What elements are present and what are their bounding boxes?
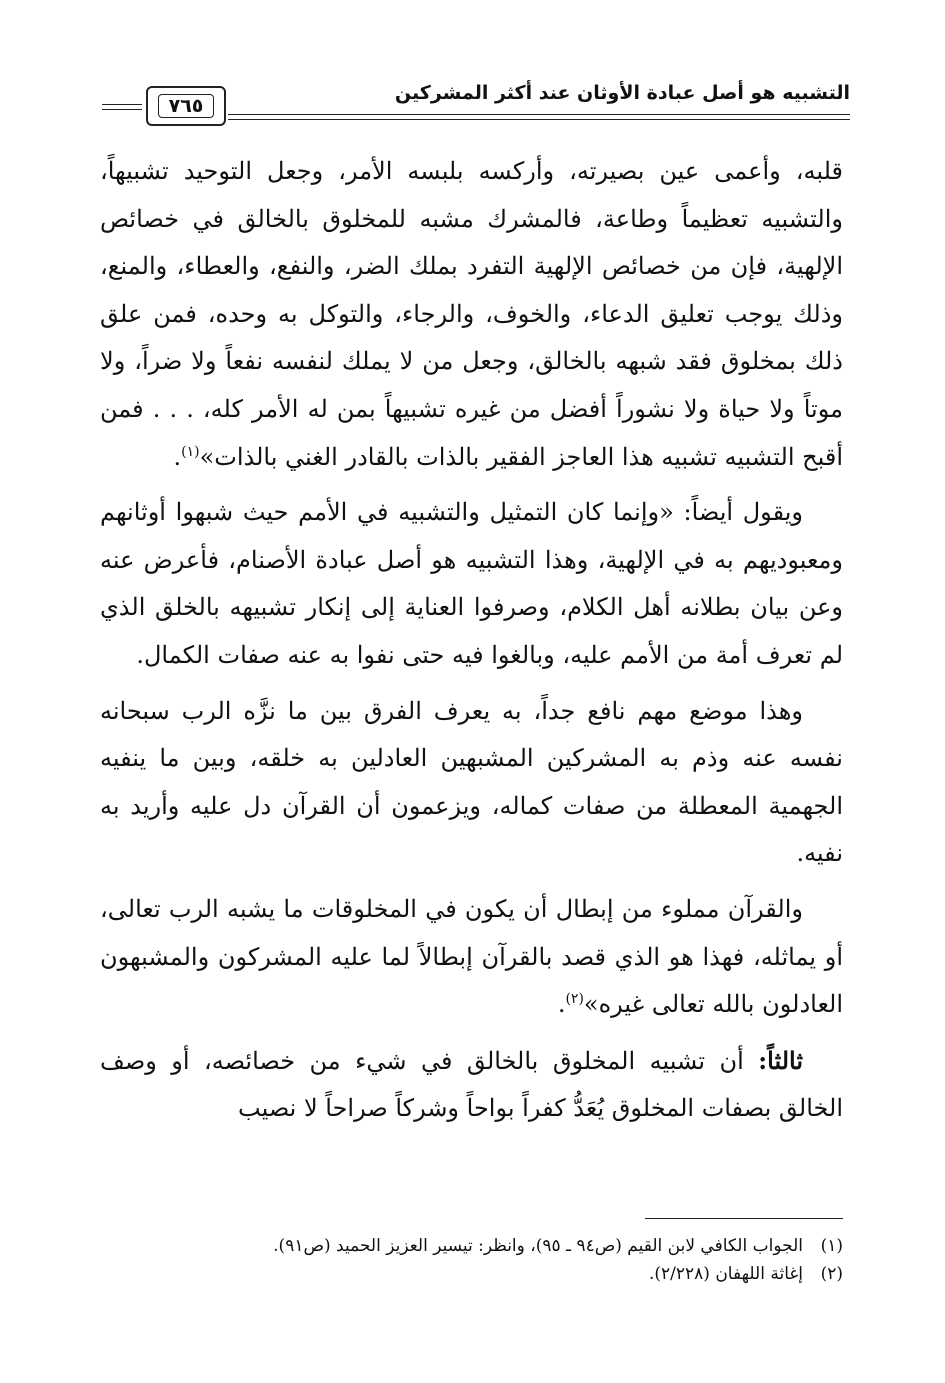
body-text — [100, 148, 843, 1141]
footnote — [100, 1232, 843, 1260]
paragraph-end: . — [173, 442, 182, 471]
paragraph-text: أن تشبيه المخلوق بالخالق في شيء من خصائصه، أو وصف الخالق بصفات المخلوق يُعَدُّ كفراً بواحاً وشركاً صراحاً لا نصيب — [100, 1046, 843, 1123]
header-rule — [228, 114, 850, 115]
page-number-frame — [146, 86, 226, 126]
paragraph — [100, 1037, 843, 1133]
paragraph-lead: ثالثاً: — [758, 1045, 803, 1075]
page-number: ٧٦٥ — [158, 94, 215, 118]
footnote-number: (٢) — [820, 1264, 843, 1284]
paragraph — [100, 688, 843, 878]
page-number-rule — [102, 109, 142, 110]
footnotes — [100, 1232, 843, 1288]
paragraph — [100, 148, 843, 481]
footnote — [100, 1260, 843, 1288]
paragraph-end: . — [557, 990, 566, 1019]
footnote-number: (١) — [820, 1236, 843, 1256]
footnote-separator — [645, 1218, 843, 1219]
header-rule-thin — [228, 119, 850, 120]
footnote-text: الجواب الكافي لابن القيم (ص٩٤ ـ ٩٥)، وانظر: تيسير العزيز الحميد (ص٩١). — [273, 1236, 803, 1256]
paragraph — [100, 886, 843, 1029]
page-header — [100, 80, 850, 124]
footnote-ref: (٢) — [565, 991, 584, 1008]
footnote-text: إغاثة اللهفان (٢/٢٢٨). — [648, 1264, 803, 1284]
running-title: التشبيه هو أصل عبادة الأوثان عند أكثر المشركين — [394, 82, 850, 104]
paragraph — [100, 489, 843, 679]
paragraph-text: ويقول أيضاً: «وإنما كان التمثيل والتشبيه في الأمم حيث شبهوا أوثانهم ومعبوديهم به في الإلهية، وهذا التشبيه هو أصل عبادة الأصنام، فأعرض عنه وعن بيان بطلانه أهل الكلام، وصرفوا العناية إلى إنكار تشبيهه بالخلق الذي لم تعرف أمة من الأمم عليه، وبالغوا فيه حتى نفوا به عنه صفات الكمال. — [100, 498, 844, 669]
page-number-rule — [102, 104, 142, 105]
paragraph-text: والقرآن مملوء من إبطال أن يكون في المخلوقات ما يشبه الرب تعالى، أو يماثله، فهذا هو الذي قصد بالقرآن إبطالاً لما عليه المشركون والمشبهون العادلون بالله تعالى غيره» — [100, 894, 843, 1019]
paragraph-text: وهذا موضع مهم نافع جداً، به يعرف الفرق بين ما نزَّه الرب سبحانه نفسه عنه وذم به المشركين المشبهين العادلين به خلقه، وبين ما ينفيه الجهمية المعطلة من صفات كماله، ويزعمون أن القرآن دل عليه وأريد به نفيه. — [100, 696, 843, 868]
footnote-ref: (١) — [181, 443, 200, 460]
paragraph-text: قلبه، وأعمى عين بصيرته، وأركسه بلبسه الأمر، وجعل التوحيد تشبيهاً، والتشبيه تعظيماً وطاعة، فالمشرك مشبه للمخلوق بالخالق في خصائص الإلهية، فإن من خصائص الإلهية التفرد بملك الضر، والنفع، والعطاء، والمنع، وذلك يوجب تعليق الدعاء، والخوف، والرجاء، والتوكل به وحده، فمن علق ذلك بمخلوق فقد شبهه بالخالق، وجعل من لا يملك لنفسه نفعاً ولا ضراً، ولا موتاً ولا حياة ولا نشوراً أفضل من غيره تشبيهاً بمن له الأمر كله، . . . فمن أقبح التشبيه تشبيه هذا العاجز الفقير بالذات بالقادر الغني بالذات» — [100, 157, 843, 471]
